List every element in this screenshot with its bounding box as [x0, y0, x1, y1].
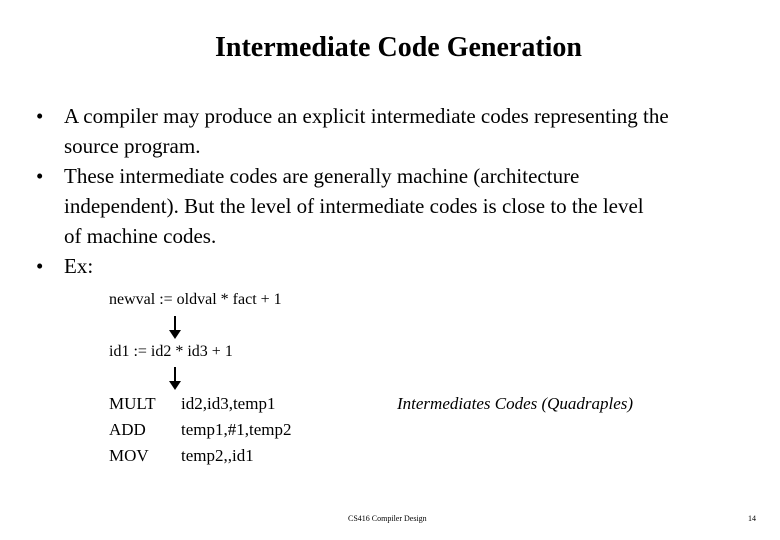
quadruple-args: temp1,#1,temp2 — [181, 420, 292, 439]
bullet-text: These intermediate codes are generally machine (architecture independent). But the level of intermediate codes is close to the level of machine codes. — [64, 164, 644, 248]
bullet-item — [36, 101, 776, 161]
quadruple-row — [109, 443, 369, 469]
bullet-item — [36, 251, 776, 281]
quadruple-caption: Intermediates Codes (Quadraples) — [397, 394, 634, 413]
slide-title: Intermediate Code Generation — [214, 32, 583, 63]
bullet-text: Ex: — [64, 254, 94, 278]
quadruple-row — [109, 391, 369, 417]
quadruple-op: MULT — [109, 394, 156, 413]
footer-course: CS416 Compiler Design — [348, 514, 427, 523]
bullet-marker: • — [36, 254, 44, 278]
quadruple-op: MOV — [109, 446, 149, 465]
quadruple-row — [109, 417, 369, 443]
bullet-text: A compiler may produce an explicit intermediate codes representing the source program. — [64, 104, 669, 158]
quadruple-op: ADD — [109, 420, 146, 439]
quadruple-table — [109, 391, 369, 469]
quadruple-args: temp2,,id1 — [181, 446, 254, 465]
bullet-list — [36, 101, 776, 281]
token-statement: id1 := id2 * id3 + 1 — [109, 343, 233, 360]
page-number: 14 — [748, 514, 756, 523]
bullet-marker: • — [36, 104, 44, 128]
bullet-marker: • — [36, 164, 44, 188]
quadruple-args: id2,id3,temp1 — [181, 394, 276, 413]
source-statement: newval := oldval * fact + 1 — [109, 291, 282, 308]
bullet-item — [36, 161, 776, 251]
